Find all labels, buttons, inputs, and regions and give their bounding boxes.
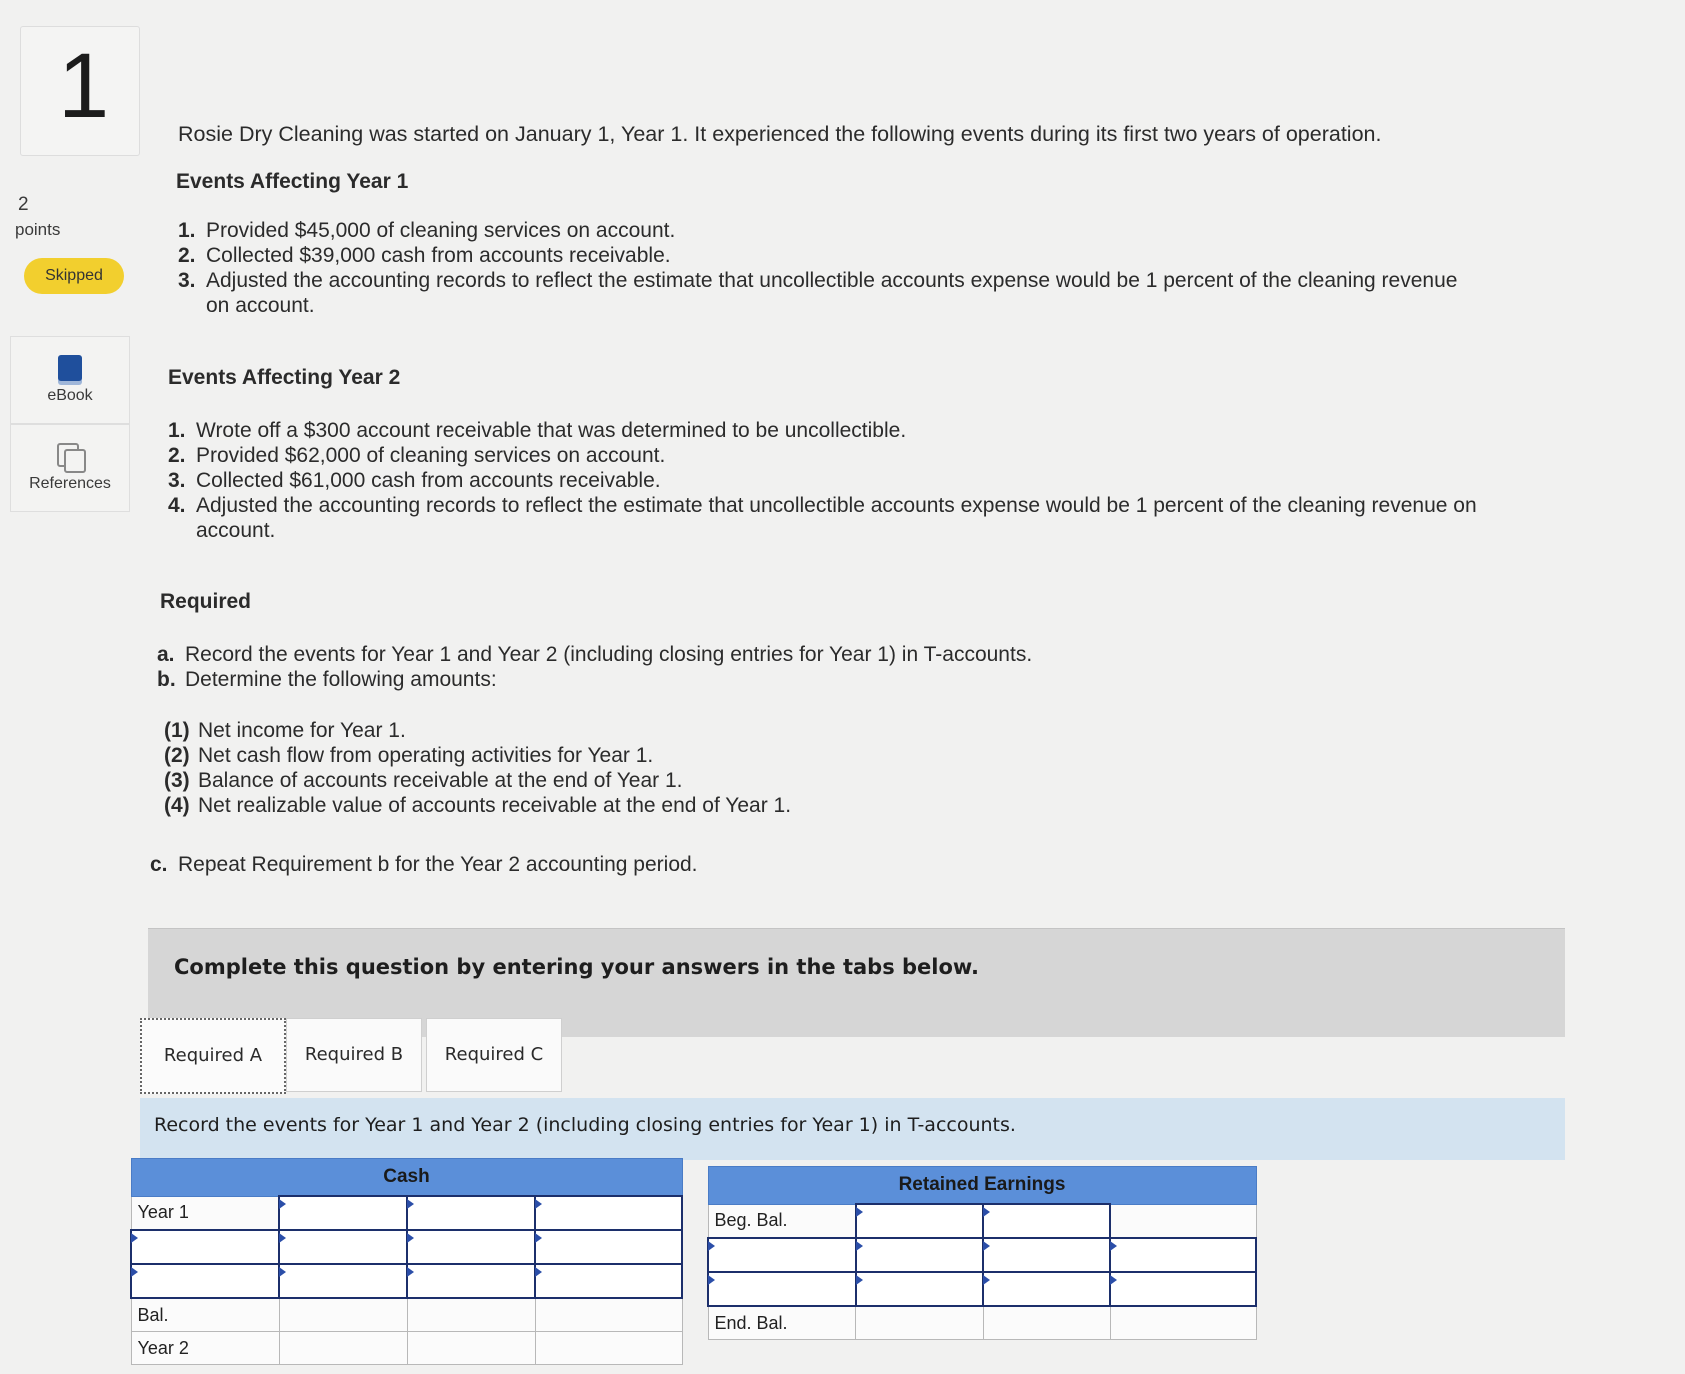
re-row-label: End. Bal. [708,1306,856,1340]
question-number: 1 [58,35,110,137]
re-row-label: Beg. Bal. [708,1204,856,1238]
list-item: b. Determine the following amounts: [157,668,497,691]
book-icon [55,355,85,383]
list-item: (1) Net income for Year 1. [164,719,406,742]
cash-credit-input[interactable] [535,1264,682,1298]
references-label: References [29,475,111,492]
list-item: 3. Collected $61,000 cash from accounts receivable. [168,469,661,492]
list-item: 3. Adjusted the accounting records to reflect the estimate that uncollectible accounts expense would be 1 percent of the cleaning revenue on account. [178,269,1458,317]
status-badge: Skipped [24,258,124,294]
points-label: points [15,220,61,239]
cash-credit-label-input[interactable] [407,1264,535,1298]
year1-events-list [178,218,1478,318]
list-item: a. Record the events for Year 1 and Year 2 (including closing entries for Year 1) in T-accounts. [157,643,1033,666]
cash-credit-input[interactable] [535,1196,682,1230]
ebook-label: eBook [47,387,93,404]
list-item: 2. Provided $62,000 of cleaning services on account. [168,444,666,467]
answer-instruction: Complete this question by entering your answers in the tabs below. [174,955,979,979]
required-list [157,642,1457,692]
year2-events-list [168,418,1478,543]
tab-required-b[interactable]: Required B [286,1018,422,1092]
re-credit-input[interactable] [1110,1238,1256,1272]
list-item: 1. Wrote off a $300 account receivable that was determined to be uncollectible. [168,419,907,442]
cash-label-input[interactable] [131,1230,279,1264]
list-item: 1. Provided $45,000 of cleaning services on account. [178,219,676,242]
re-balance-cell [983,1306,1110,1340]
cash-cell [279,1332,407,1365]
cash-title: Cash [131,1159,682,1197]
year1-heading: Events Affecting Year 1 [176,170,409,193]
cash-row-label: Bal. [131,1298,279,1332]
cash-balance-cell [279,1298,407,1332]
sub-items-list [164,718,1364,818]
cash-t-account [130,1158,683,1365]
cash-cell [535,1332,682,1365]
list-item: (3) Balance of accounts receivable at the end of Year 1. [164,769,683,792]
cash-balance-cell [535,1298,682,1332]
required-c [150,852,1350,877]
tab-instruction-bar [140,1098,1565,1160]
cash-row-label: Year 1 [131,1196,279,1230]
list-item: 4. Adjusted the accounting records to reflect the estimate that uncollectible accounts expense would be 1 percent of the cleaning revenue on account. [168,494,1477,542]
cash-credit-label-input[interactable] [407,1196,535,1230]
cash-balance-cell [407,1298,535,1332]
year2-heading: Events Affecting Year 2 [168,366,401,389]
cash-label-input[interactable] [131,1264,279,1298]
retained-earnings-t-account [707,1166,1257,1340]
re-label-input[interactable] [708,1238,856,1272]
list-item: (2) Net cash flow from operating activities for Year 1. [164,744,654,767]
cash-debit-input[interactable] [279,1264,407,1298]
re-balance-cell [1110,1306,1256,1340]
cash-row-label: Year 2 [131,1332,279,1365]
cash-cell [407,1332,535,1365]
re-debit-input[interactable] [856,1272,983,1306]
re-credit-label-input[interactable] [983,1238,1110,1272]
re-balance-cell [856,1306,983,1340]
cash-credit-label-input[interactable] [407,1230,535,1264]
copy-icon [55,443,85,471]
re-debit-input[interactable] [856,1238,983,1272]
points-value: 2 [18,194,29,215]
re-credit-label-input[interactable] [983,1272,1110,1306]
references-button[interactable] [10,424,130,512]
cash-credit-input[interactable] [535,1230,682,1264]
list-item: (4) Net realizable value of accounts receivable at the end of Year 1. [164,794,792,817]
list-item: c. Repeat Requirement b for the Year 2 accounting period. [150,853,698,876]
cash-debit-input[interactable] [279,1230,407,1264]
cash-debit-input[interactable] [279,1196,407,1230]
tab-required-c[interactable]: Required C [426,1018,562,1092]
re-credit-input[interactable] [1110,1272,1256,1306]
re-label-input[interactable] [708,1272,856,1306]
list-item: 2. Collected $39,000 cash from accounts receivable. [178,244,671,267]
re-cell [1110,1204,1256,1238]
re-credit-label-input[interactable] [983,1204,1110,1238]
required-heading: Required [160,590,252,613]
tab-required-a[interactable]: Required A [140,1018,286,1094]
re-debit-input[interactable] [856,1204,983,1238]
ebook-button[interactable] [10,336,130,424]
tab-instruction: Record the events for Year 1 and Year 2 (including closing entries for Year 1) in T-accounts. [154,1114,1016,1136]
problem-intro: Rosie Dry Cleaning was started on January 1, Year 1. It experienced the following events during its first two years of operation. [178,122,1382,146]
retained-earnings-title: Retained Earnings [708,1167,1256,1205]
